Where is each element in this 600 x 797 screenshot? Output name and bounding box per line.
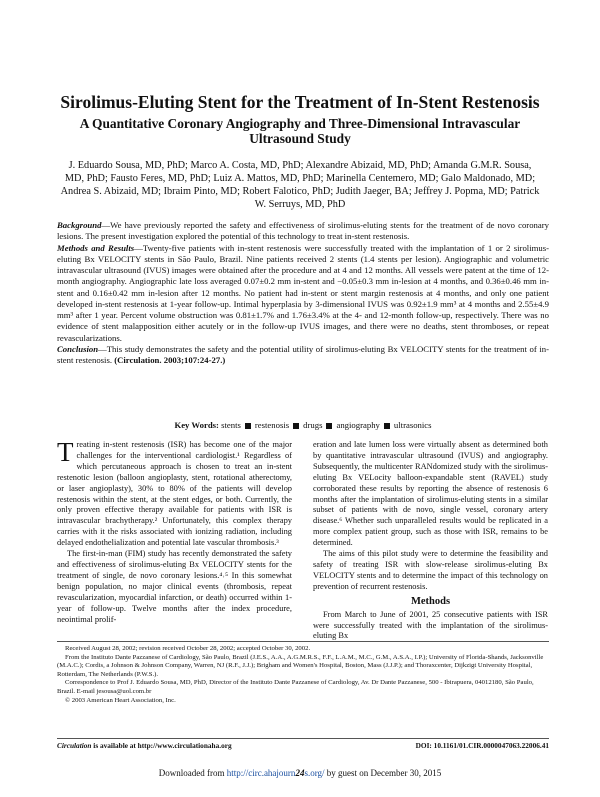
doi: DOI: 10.1161/01.CIR.0000047063.22006.41 [415, 741, 549, 750]
journal-availability [57, 741, 232, 750]
body-paragraph: eration and late lumen loss were virtually absent as determined both by quantitative intravascular ultrasound (IVUS) and angiography. Subsequently, the multicenter RANdomized study with the sirolimus-eluting Bx VELocity balloon-expandable stent (RAVEL) study corroborated these results by reporting the absence of restenosis 6 months after the implantation of sirolimus-eluting stents in a similar subset of patients with de novo, single vessel, coronary artery disease.⁶ Whether such unparalleled results would be replicated in a more complex patient group, such as those with ISR, remains to be determined. [313, 440, 548, 548]
abstract-background [57, 220, 549, 243]
page-number: 24 [295, 768, 305, 778]
conclusion-label: Conclusion [57, 343, 99, 354]
journal-url[interactable]: is available at http://www.circulationaha.org [91, 741, 232, 750]
article-subtitle: A Quantitative Coronary Angiography and Three-Dimensional Intravascular Ultrasound Study [79, 116, 521, 146]
bullet-square-icon [293, 423, 299, 429]
methods-results-label: Methods and Results [57, 242, 135, 253]
journal-name: Circulation [57, 741, 92, 750]
bullet-square-icon [384, 423, 390, 429]
conclusion-text: —This study demonstrates the safety and the potential utility of sirolimus-eluting Bx VELOCITY stents for the treatment of in-stent restenosis. [57, 343, 549, 365]
abstract [57, 220, 549, 366]
bullet-square-icon [326, 423, 332, 429]
keyword: drugs [303, 420, 323, 430]
footnote-correspondence: Correspondence to Prof J. Eduardo Sousa, MD, PhD, Director of the Instituto Dante Pazzanese of Cardiology, Av. Dr Dante Pazzanese, 500 - Ibirapuera, 04012180, São Paulo, Brazil. E-mail jesousa@uol.com.br [57, 679, 534, 695]
author-list: J. Eduardo Sousa, MD, PhD; Marco A. Costa, MD, PhD; Alexandre Abizaid, MD, PhD; Amanda G.M.R. Sousa, MD, PhD; Fausto Feres, MD, PhD; Luiz A. Mattos, MD, PhD; Marinella Centemero, MD; Galo Maldonado, MD; Andrea S. Abizaid, MD; Ibraim Pinto, MD; Robert Falotico, PhD; Judith Jaeger, BA; Jeffrey J. Popma, MD; Patrick W. Serruys, MD, PhD [60, 160, 540, 210]
background-text: —We have previously reported the safety and effectiveness of sirolimus-eluting stents for the treatment of de novo coronary lesions. The present investigation explored the potential of this technology to treat in-stent restenosis. [57, 220, 549, 242]
drop-cap: T [57, 437, 74, 467]
body-column-right [313, 440, 548, 642]
footnote-divider [57, 641, 549, 642]
footnote-affiliations: From the Instituto Dante Pazzanese of Cardiology, São Paulo, Brazil (J.E.S., A.A., A.G.M.R.S., F.F., L.A.M., M.C., G.M., A.S.A., I.P.); University of Florida-Shands, Jacksonville (M.A.C.); Cordis, a Johnson & Johnson Company, Warren, NJ (R.F., J.J.); Brigham and Women's Hospital, Boston, Mass (J.J.P.); and Thoraxcenter, Dijkzigt University Hospital, Rotterdam, The Netherlands (P.W.S.). [57, 653, 544, 678]
download-link-end[interactable]: s.org/ [304, 768, 325, 778]
body-paragraph: From March to June of 2001, 25 consecutive patients with ISR were successfully treated with the implantation of the sirolimus-eluting Bx [313, 609, 548, 641]
citation: (Circulation. 2003;107:24-27.) [114, 355, 226, 365]
download-link[interactable]: http://circ.ahajourn [226, 768, 296, 778]
body-paragraph: Treating in-stent restenosis (ISR) has become one of the major challenges for the interventional cardiologist.¹ Regardless of which percutaneous approach is chosen to treat an in-stent restenotic lesion (balloon angioplasty, stent, rotational atherectomy, or laser angioplasty), 30% to 80% of the patients will develop restenosis within the stent, at the stent edges, or both. Currently, the only proven effective therapy available for patients with ISR is intravascular brachytherapy.² Unfortunately, this complex therapy carries with it the risks associated with ionizing radiation, including delayed endothelialization and potential late vascular thrombosis.³ [57, 437, 292, 548]
keywords [57, 420, 549, 431]
download-notice: Downloaded from http://circ.ahajourn24s.org/ by guest on December 30, 2015 [158, 768, 442, 778]
abstract-conclusion [57, 344, 549, 367]
keywords-label: Key Words: [174, 420, 219, 430]
bullet-square-icon [245, 423, 251, 429]
footnote-copyright: © 2003 American Heart Association, Inc. [65, 696, 176, 704]
abstract-methods [57, 243, 549, 344]
footer-divider [57, 738, 549, 739]
methods-results-text: —Twenty-five patients with in-stent restenosis were successfully treated with the implantation of 1 or 2 sirolimus-eluting Bx VELOCITY stents in São Paulo, Brazil. Nine patients received 2 stents (1.4 stents per lesion). Angiographic and volumetric intravascular ultrasound (IVUS) images were obtained after the procedure and at 4 and 12 months. All vessels were patent at the time of 12-month angiography. Angiographic late loss averaged 0.07±0.2 mm in-stent and −0.05±0.3 mm in-lesion at 4 months, and 0.36±0.46 mm in-stent and 0.16±0.42 mm in-lesion after 12 months. No patient had in-stent or stent margin restenosis at 4 months, and only one patient developed in-stent restenosis at 1-year follow-up. Intimal hyperplasia by 3-dimensional IVUS was 0.92±1.9 mm³ at 4 months and 2.55±4.9 mm³ after 1 year. Percent volume obstruction was 0.81±1.7% and 1.76±3.4% at the 4- and 12-month follow-up, respectively. There was no evidence of stent malapposition either acutely or in the follow-up IVUS images, and there were no deaths, stent thromboses, or repeat revascularizations. [57, 242, 549, 343]
keyword: stents [221, 420, 241, 430]
background-label: Background [57, 220, 102, 230]
footnote-received: Received August 28, 2002; revision received October 28, 2002; accepted October 30, 2002. [65, 645, 311, 652]
body-paragraph: The aims of this pilot study were to determine the feasibility and safety of treating ISR with slow-release sirolimus-eluting Bx VELOCITY stents and to determine the impact of this technology on prevention of recurrent restenosis. [313, 549, 548, 591]
keyword: angiography [336, 420, 380, 430]
body-paragraph: The first-in-man (FIM) study has recently demonstrated the safety and effectiveness of sirolimus-eluting Bx VELOCITY stents for the treatment of single, de novo coronary lesions.⁴˒⁵ In this somewhat benign population, no major clinical events (thrombosis, repeat revascularization, myocardial infarction, or death) occurred within 1-year of follow-up. Twelve months after the index procedure, neointimal prolif- [57, 549, 292, 624]
keyword: restenosis [254, 420, 290, 430]
article-title: Sirolimus-Eluting Stent for the Treatment of In-Stent Restenosis [60, 92, 540, 112]
body-column-left [57, 437, 292, 625]
keyword: ultrasonics [393, 420, 432, 430]
footnotes [57, 645, 549, 705]
section-heading-methods: Methods [410, 595, 451, 607]
